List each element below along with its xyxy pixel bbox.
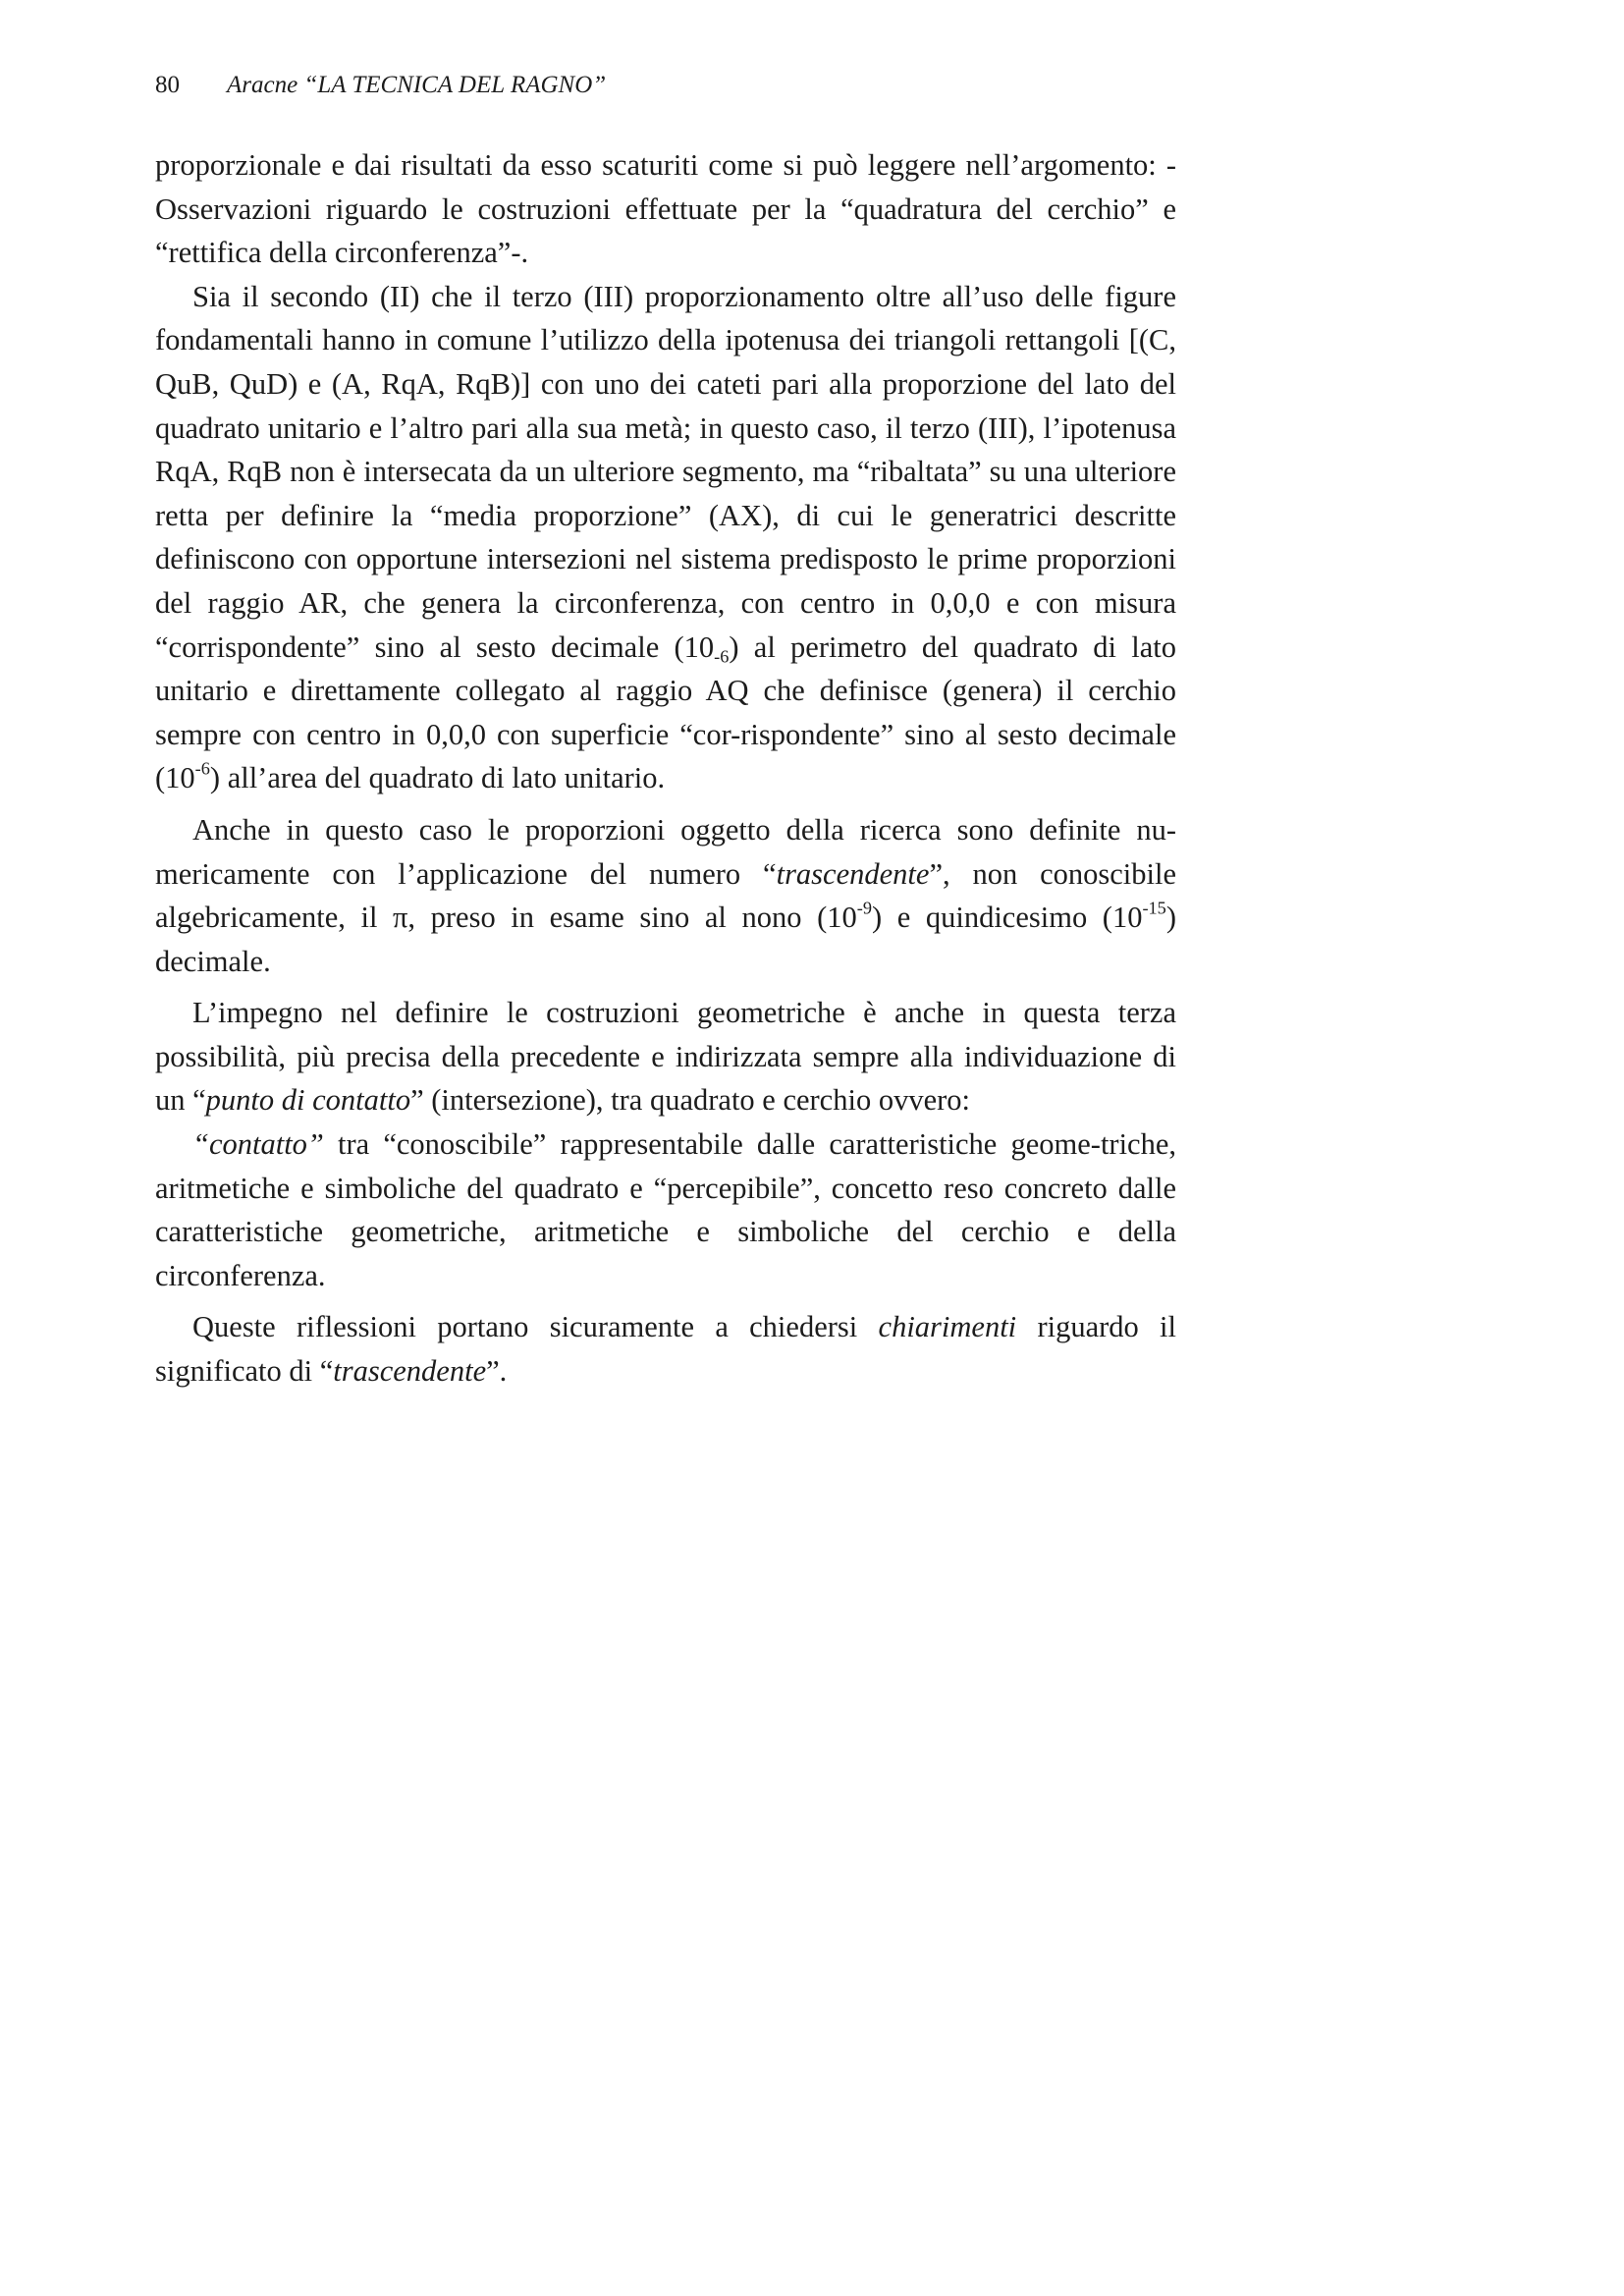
paragraph-2-text-a: Sia il secondo (II) che il terzo (III) proporzionamento oltre all’uso delle figure fondamentali hanno in comune l’utilizzo della ipotenusa dei triangoli rettangoli [(C, QuB, QuD) e (A, RqA, RqB)] con uno dei cateti pari alla proporzione del lato del quadrato unitario e l’altro pari alla sua metà; in questo caso, il terzo (III), l’ipotenusa RqA, RqB non è intersecata da un ulteriore segmento, ma “ribaltata” su una ulteriore retta per definire la “media proporzione” (AX), di cui le generatrici descritte definiscono con opportune intersezioni nel sistema predisposto le prime proporzioni del raggio AR, che genera la circonferenza, con centro in 0,0,0 e con misura “corrispondente” sino al sesto decimale (10 bbox=[155, 279, 1176, 664]
paragraph-6-text-a: Queste riflessioni portano sicuramente a chiedersi bbox=[192, 1310, 879, 1344]
paragraph-2-text-b: ) al perimetro del quadrato di lato unitario e direttamente collegato al raggio AQ che definisce (genera) il cerchio sempre con centro in 0,0,0 con superficie “cor-rispondente” sino al sesto decimale (10 bbox=[155, 629, 1177, 795]
paragraph-4-text-a: L’impegno nel definire le costruzioni geometriche è anche in questa terza possibilità, più precisa della precedente e indirizzata sempre alla individuazione di un “ bbox=[155, 996, 1176, 1118]
paragraph-6-text-c: ”. bbox=[486, 1354, 508, 1389]
paragraph-6-emphasis-1: chiarimenti bbox=[878, 1310, 1017, 1344]
paragraph-4-text-b: ” (intersezione), tra quadrato e cerchio ovvero: bbox=[410, 1083, 970, 1118]
paragraph-2-subscript: -6 bbox=[714, 646, 730, 667]
paragraph-2-superscript: -6 bbox=[194, 758, 210, 779]
paragraph-3-superscript-2: -15 bbox=[1142, 898, 1166, 918]
paragraph-5-text: tra “conoscibile” rappresentabile dalle caratteristiche geome-triche, aritmetiche e simboliche del quadrato e “percepibile”, concetto reso concreto dalle caratteristiche geometriche, aritmetiche e simboliche del cerchio e della circonferenza. bbox=[155, 1127, 1176, 1292]
paragraph-6-emphasis-2: trascendente bbox=[333, 1354, 487, 1389]
paragraph-3-text-a: Anche in questo caso le proporzioni oggetto della ricerca sono definite nu-mericamente con l’applicazione del numero “ bbox=[155, 812, 1176, 891]
running-title: Aracne “LA TECNICA DEL RAGNO” bbox=[227, 72, 607, 98]
paragraph-6-text-b: riguardo il significato di “ bbox=[155, 1310, 1176, 1389]
running-header bbox=[155, 71, 606, 100]
paragraph-5-emphasis: “contatto” bbox=[192, 1127, 324, 1162]
paragraph-3-text-d: ) decimale. bbox=[155, 901, 1176, 978]
body-text bbox=[155, 143, 1176, 1394]
paragraph-1 bbox=[155, 143, 1176, 275]
paragraph-3 bbox=[155, 808, 1176, 983]
paragraph-3-superscript-1: -9 bbox=[856, 898, 872, 918]
paragraph-5 bbox=[155, 1122, 1176, 1297]
paragraph-2-text-c: ) all’area del quadrato di lato unitario. bbox=[209, 761, 666, 795]
paragraph-6 bbox=[155, 1305, 1176, 1393]
paragraph-1-text: proporzionale e dai risultati da esso scaturiti come si può leggere nell’argomento: -Osservazioni riguardo le costruzioni effettuate per la “quadratura del cerchio” e “rettifica della circonferenza”-. bbox=[155, 148, 1176, 270]
paragraph-3-text-c: ) e quindicesimo (10 bbox=[871, 901, 1143, 935]
paragraph-4-emphasis: punto di contatto bbox=[205, 1083, 411, 1118]
paragraph-3-text-b: ”, non conoscibile algebricamente, il π, preso in esame sino al nono (10 bbox=[155, 856, 1176, 935]
paragraph-2 bbox=[155, 275, 1176, 800]
paragraph-3-emphasis: trascendente bbox=[776, 856, 930, 891]
page-number: 80 bbox=[155, 72, 180, 98]
paragraph-4 bbox=[155, 991, 1176, 1122]
